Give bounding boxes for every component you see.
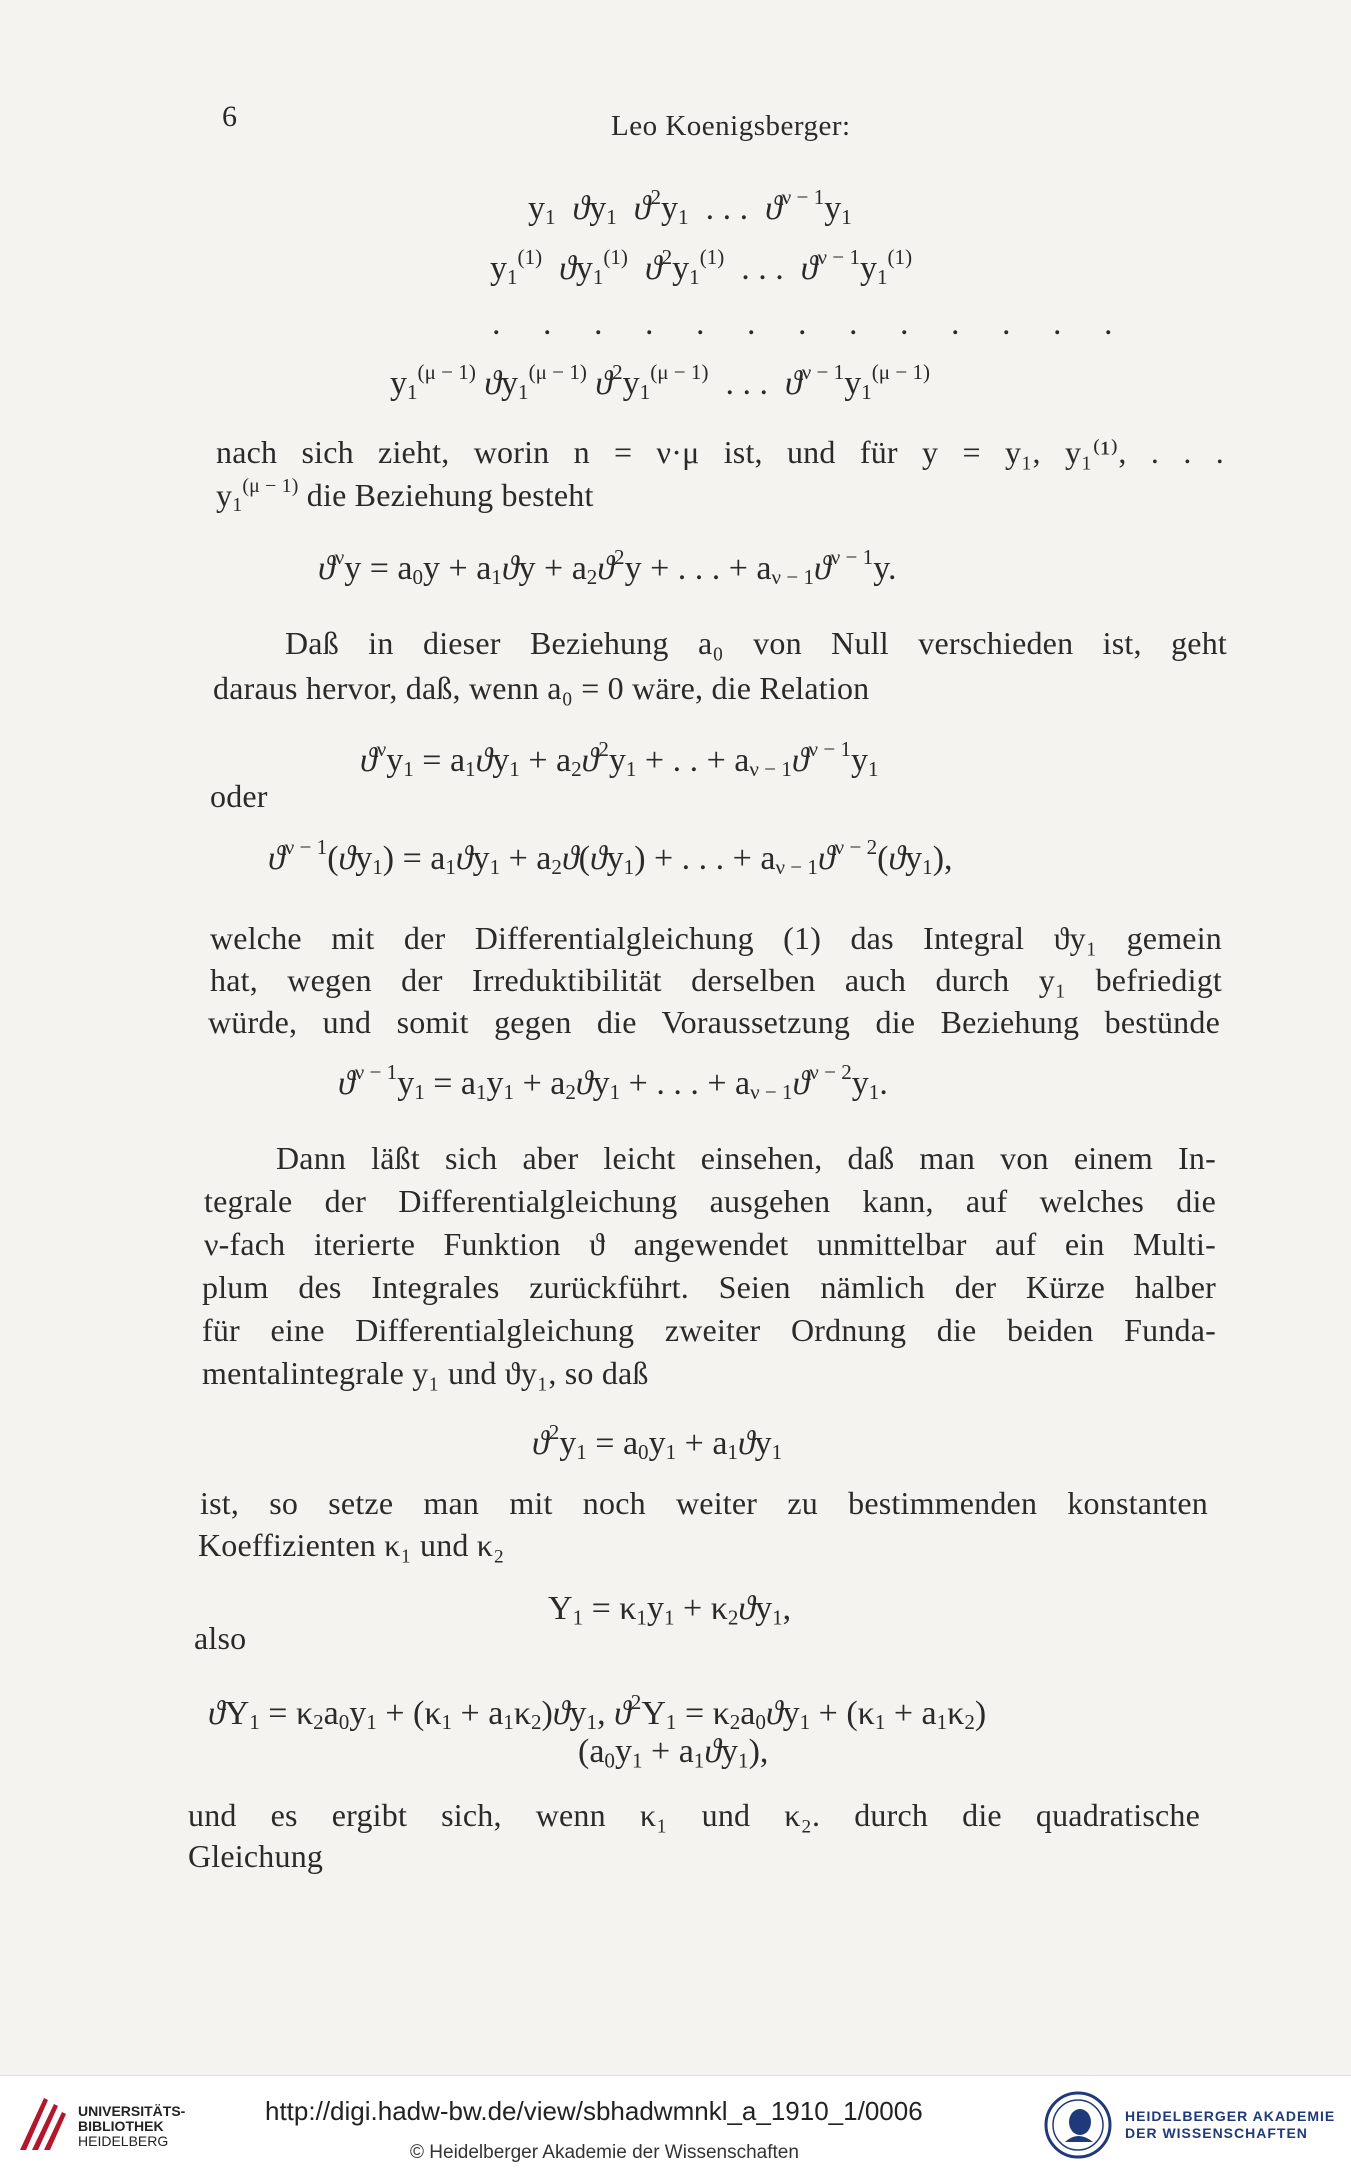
dann-line-5: für eine Differentialgleichung zweiter Ordnung die beiden Funda- bbox=[202, 1312, 1216, 1348]
library-line-3: HEIDELBERG bbox=[78, 2133, 169, 2149]
dann-line-2: tegrale der Differentialgleichung ausgehen kann, auf welches die bbox=[204, 1183, 1216, 1219]
running-head: Leo Koenigsberger: bbox=[611, 110, 851, 142]
footer-bar bbox=[0, 2075, 1351, 2176]
university-library-label bbox=[78, 2104, 185, 2149]
matrix-row-2: $y_1^{(1)}$ $ϑy_1^{(1)}$ $ϑ^2y_1^{(1)}$ . . . $ϑ^{\nu - 1}y_1^{(1)}$ bbox=[490, 245, 913, 290]
equation-Y1: $Y_1 = \kappa_1y_1 + \kappa_2ϑy_1$, bbox=[548, 1590, 792, 1630]
ist-line-2: Koeffizienten κ₁ und κ₂ bbox=[198, 1527, 505, 1563]
equation-theta-Y1-cont: $(a_0y_1 + a_1ϑy_1)$, bbox=[578, 1733, 769, 1773]
academy-line-1: HEIDELBERGER AKADEMIE bbox=[1125, 2108, 1336, 2124]
welche-line-3: würde, und somit gegen die Voraussetzung die Beziehung bestünde bbox=[208, 1004, 1220, 1040]
equation-second-order: $ϑ^2y_1 = a_0y_1 + a_1ϑy_1$ bbox=[532, 1420, 783, 1465]
und-line-2: Gleichung bbox=[188, 1838, 324, 1874]
nach-line-2: $y_1^{(\mu - 1)}$ die Beziehung besteht bbox=[216, 475, 594, 516]
dann-line-1: Dann läßt sich aber leicht einsehen, daß man von einem In- bbox=[276, 1140, 1216, 1176]
matrix-row-1: $y_1$ $ϑy_1$ $ϑ^2y_1$ . . . $ϑ^{\nu - 1}y_1$ bbox=[528, 185, 852, 230]
permalink-url[interactable]: http://digi.hadw-bw.de/view/sbhadwmnkl_a_1910_1/0006 bbox=[265, 2096, 923, 2126]
dann-line-4: plum des Integrales zurückführt. Seien nämlich der Kürze halber bbox=[202, 1269, 1216, 1305]
equation-theta-Y1: $ϑY_1 = \kappa_2a_0y_1 + (\kappa_1 + a_1\kappa_2)ϑy_1$, $ϑ^2Y_1 = \kappa_2a_0ϑy_1 + (\kappa_1 + a_1\kappa_2)$ bbox=[208, 1690, 987, 1735]
ist-line-1: ist, so setze man mit noch weiter zu bestimmenden konstanten bbox=[200, 1485, 1208, 1521]
welche-line-1: welche mit der Differentialgleichung (1) das Integral ϑy₁ gemein bbox=[210, 920, 1222, 956]
academy-label bbox=[1125, 2108, 1335, 2142]
university-library-logo-icon bbox=[14, 2090, 70, 2156]
equation-theta-nu-y: $ϑ^\nu y = a_0y + a_1ϑy + a_2ϑ^2y$ + . . . + $a_{\nu - 1}ϑ^{\nu - 1}y$. bbox=[318, 545, 897, 590]
also-label: also bbox=[194, 1620, 247, 1656]
library-line-2: BIBLIOTHEK bbox=[78, 2118, 164, 2134]
und-line-1: und es ergibt sich, wenn κ₁ und κ₂. durch die quadratische bbox=[188, 1797, 1200, 1833]
equation-result: $ϑ^{\nu - 1}y_1 = a_1y_1 + a_2ϑy_1$ + . . . + $a_{\nu - 1}ϑ^{\nu - 2}y_1$. bbox=[338, 1060, 888, 1105]
equation-relation-2: $ϑ^{\nu - 1}(ϑy_1) = a_1ϑy_1 + a_2ϑ(ϑy_1)$ + . . . + $a_{\nu - 1}ϑ^{\nu - 2}(ϑy_1)$, bbox=[268, 835, 953, 880]
academy-line-2: DER WISSENSCHAFTEN bbox=[1125, 2125, 1308, 2141]
dann-line-6: mentalintegrale y₁ und ϑy₁, so daß bbox=[202, 1355, 649, 1391]
welche-line-2: hat, wegen der Irreduktibilität derselben auch durch y₁ befriedigt bbox=[210, 962, 1222, 998]
academy-seal-icon bbox=[1043, 2090, 1113, 2160]
matrix-dots: . . . . . . . . . . . . . bbox=[492, 305, 1130, 342]
nach-line-2-text: die Beziehung besteht bbox=[306, 476, 594, 513]
dass-line-2: daraus hervor, daß, wenn a₀ = 0 wäre, die Relation bbox=[213, 670, 870, 706]
page-number: 6 bbox=[222, 100, 237, 133]
oder-label: oder bbox=[210, 778, 268, 814]
matrix-row-last: $y_1^{(\mu - 1)}$ $ϑy_1^{(\mu - 1)}$ $ϑ^2y_1^{(\mu - 1)}$ . . . $ϑ^{\nu - 1}y_1^{(\mu - 1)}$ bbox=[390, 360, 931, 405]
dann-line-3: ν-fach iterierte Funktion ϑ angewendet unmittelbar auf ein Multi- bbox=[204, 1226, 1216, 1262]
dass-line-1: Daß in dieser Beziehung a₀ von Null verschieden ist, geht bbox=[285, 625, 1227, 661]
equation-relation-1: $ϑ^\nu y_1 = a_1ϑy_1 + a_2ϑ^2y_1$ + . . + $a_{\nu - 1}ϑ^{\nu - 1}y_1$ bbox=[360, 737, 879, 782]
copyright-notice: © Heidelberger Akademie der Wissenschaften bbox=[410, 2142, 799, 2163]
library-line-1: UNIVERSITÄTS- bbox=[78, 2103, 186, 2119]
nach-line-1: nach sich zieht, worin n = ν·μ ist, und für y = y₁, y₁⁽¹⁾, . . . bbox=[216, 434, 1224, 470]
